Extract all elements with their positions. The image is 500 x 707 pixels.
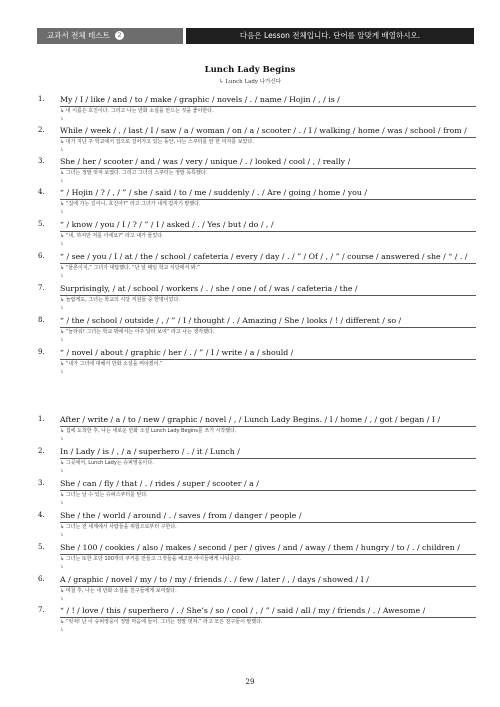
answer-arrow-icon: ↳ (60, 209, 65, 215)
scrambled-sentence: She / can / fly / that / . / rides / super / scooter / a / (60, 479, 259, 488)
korean-translation: ↳ 그녀는 전 세계에서 사람들을 위험으로부터 구한다. (60, 524, 177, 530)
korean-translation: ↳ 내가 지난 주 학교에서 집으로 걸어가고 있는 동안, 나는 스쿠터를 탄 한 여자를 보았다. (60, 139, 254, 145)
scrambled-sentence: She / 100 / cookies / also / makes / second / per / gives / and / away / them / hungry / to / . / children / (60, 543, 460, 552)
scrambled-sentence: “ / Hojin / ? / , / ” / she / said / to / me / suddenly / . / Are / going / home / you / (60, 188, 367, 197)
answer-arrow-icon: ↳ (60, 241, 65, 247)
korean-translation: ↳ 놀랍게도, 그녀는 학교의 식당 직원들 중 한명이었다. (60, 297, 180, 303)
exercise-number: 5. (38, 220, 45, 228)
test-label (37, 28, 183, 44)
test-number-badge: 2 (115, 31, 124, 40)
scrambled-sentence: She / her / scooter / and / was / very / unique / . / looked / cool / , / really / (60, 157, 351, 166)
scrambled-sentence: A / graphic / novel / my / to / my / friends / . / few / later / , / days / showed / I / (60, 575, 369, 584)
scrambled-sentence: “ / the / school / outside / , / ” / I / thought / . / Amazing / She / looks / ! / different / so / (60, 316, 402, 325)
scrambled-sentence: “ / see / you / I / at / the / school / cafeteria / every / day / . / ” / Of / , / ” / course / answered / she / “ / . / (60, 252, 468, 261)
exercise-number: 4. (38, 188, 45, 196)
page-number: 29 (245, 678, 255, 686)
exercise-number: 5. (38, 543, 45, 551)
scrambled-sentence: “ / novel / about / graphic / her / . / ” / I / write / a / should / (60, 348, 294, 357)
korean-translation: ↳ “집에 가는 길이니, 호진아?” 라고 그녀가 내게 갑자기 말했다. (60, 201, 201, 207)
answer-arrow-icon: ↳ (60, 627, 65, 633)
korean-translation: ↳ “물론이지,” 그녀가 대답했다. “난 널 매일 학교 식당에서 봐.” (60, 265, 200, 271)
header-bar (37, 28, 474, 44)
lesson-title: Lunch Lady Begins (204, 65, 296, 75)
answer-arrow-icon: ↳ (60, 468, 65, 474)
answer-arrow-icon: ↳ (60, 436, 65, 442)
exercise-number: 2. (38, 126, 45, 134)
exercise-number: 4. (38, 511, 45, 519)
scrambled-sentence: She / the / world / around / . / saves / from / danger / people / (60, 511, 302, 520)
answer-arrow-icon: ↳ (60, 596, 65, 602)
korean-translation: ↳ “놀라워! 그녀는 학교 밖에서는 아주 달라 보여” 라고 나는 생각했다. (60, 329, 215, 335)
exercise-number: 6. (38, 575, 45, 583)
test-label-text: 교과서 전체 테스트 (47, 31, 110, 40)
exercise-number: 1. (38, 415, 45, 423)
answer-arrow-icon: ↳ (60, 305, 65, 311)
answer-arrow-icon: ↳ (60, 147, 65, 153)
lesson-subtitle: ↳ Lunch Lady 나가신다 (218, 79, 282, 85)
answer-arrow-icon: ↳ (60, 532, 65, 538)
exercise-number: 1. (38, 95, 45, 103)
korean-translation: ↳ “네, 하지만 저를 아세요?” 라고 내가 물었다. (60, 233, 164, 239)
answer-arrow-icon: ↳ (60, 116, 65, 122)
scrambled-sentence: “ / ! / love / this / superhero / . / She’s / so / cool / , / ” / said / all / my / friends / . / Awesome / (60, 606, 426, 615)
exercise-number: 2. (38, 447, 45, 455)
korean-translation: ↳ 며칠 후, 나는 내 만화 소설을 친구들에게 보여줬다. (60, 588, 177, 594)
korean-translation: ↳ 집에 도착한 후, 나는 새로운 만화 소설 Lunch Lady Begins를 쓰기 시작했다. (60, 428, 237, 434)
korean-translation: ↳ 그녀는 또한 초당 100개의 쿠키를 만들고 그것들을 배고픈 아이들에게 나눠준다. (60, 556, 241, 562)
answer-arrow-icon: ↳ (60, 273, 65, 279)
korean-translation: ↳ “내가 그녀에 대해서 만화 소설을 써야겠어.” (60, 361, 163, 367)
instruction-banner: 다음은 Lesson 전체입니다. 단어를 알맞게 배열하시오. (186, 28, 474, 44)
exercise-number: 9. (38, 348, 45, 356)
scrambled-sentence: In / Lady / is / , / a / superhero / . / it / Lunch / (60, 447, 240, 456)
korean-translation: ↳ 그곳에서, Lunch Lady는 슈퍼영웅이다. (60, 460, 154, 466)
answer-arrow-icon: ↳ (60, 369, 65, 375)
korean-translation: ↳ 그녀는 날 수 있는 슈퍼스쿠터를 탄다. (60, 492, 148, 498)
answer-arrow-icon: ↳ (60, 337, 65, 343)
scrambled-sentence: Surprisingly, / at / school / workers / . / she / one / of / was / cafeteria / the / (60, 284, 358, 293)
exercise-number: 7. (38, 606, 45, 614)
exercise-number: 3. (38, 479, 45, 487)
answer-arrow-icon: ↳ (60, 500, 65, 506)
exercise-number: 8. (38, 316, 45, 324)
korean-translation: ↳ “멋져! 난 이 슈퍼영웅이 정말 마음에 들어. 그녀는 정말 멋져.” 라고 모든 친구들이 말했다. (60, 619, 263, 625)
scrambled-sentence: My / I / like / and / to / make / graphic / novels / . / name / Hojin / , / is / (60, 95, 340, 104)
answer-arrow-icon: ↳ (60, 564, 65, 570)
korean-translation: ↳ 내 이름은 호진이다. 그리고 나는 만화 소설을 만드는 것을 좋아한다. (60, 108, 214, 114)
korean-translation: ↳ 그녀는 정말 멋져 보였다. 그리고 그녀의 스쿠터는 정말 독특했다. (60, 170, 208, 176)
scrambled-sentence: While / week / , / last / I / saw / a / woman / on / a / scooter / . / I / walking / home / was / school / from / (60, 126, 467, 135)
scrambled-sentence: “ / know / you / I / ? / ” / I / asked / . / Yes / but / do / , / (60, 220, 274, 229)
scrambled-sentence: After / write / a / to / new / graphic / novel / , / Lunch Lady Begins. / I / home / , / got / began / I / (60, 415, 441, 424)
exercise-number: 7. (38, 284, 45, 292)
exercise-number: 6. (38, 252, 45, 260)
exercise-number: 3. (38, 157, 45, 165)
answer-arrow-icon: ↳ (60, 178, 65, 184)
